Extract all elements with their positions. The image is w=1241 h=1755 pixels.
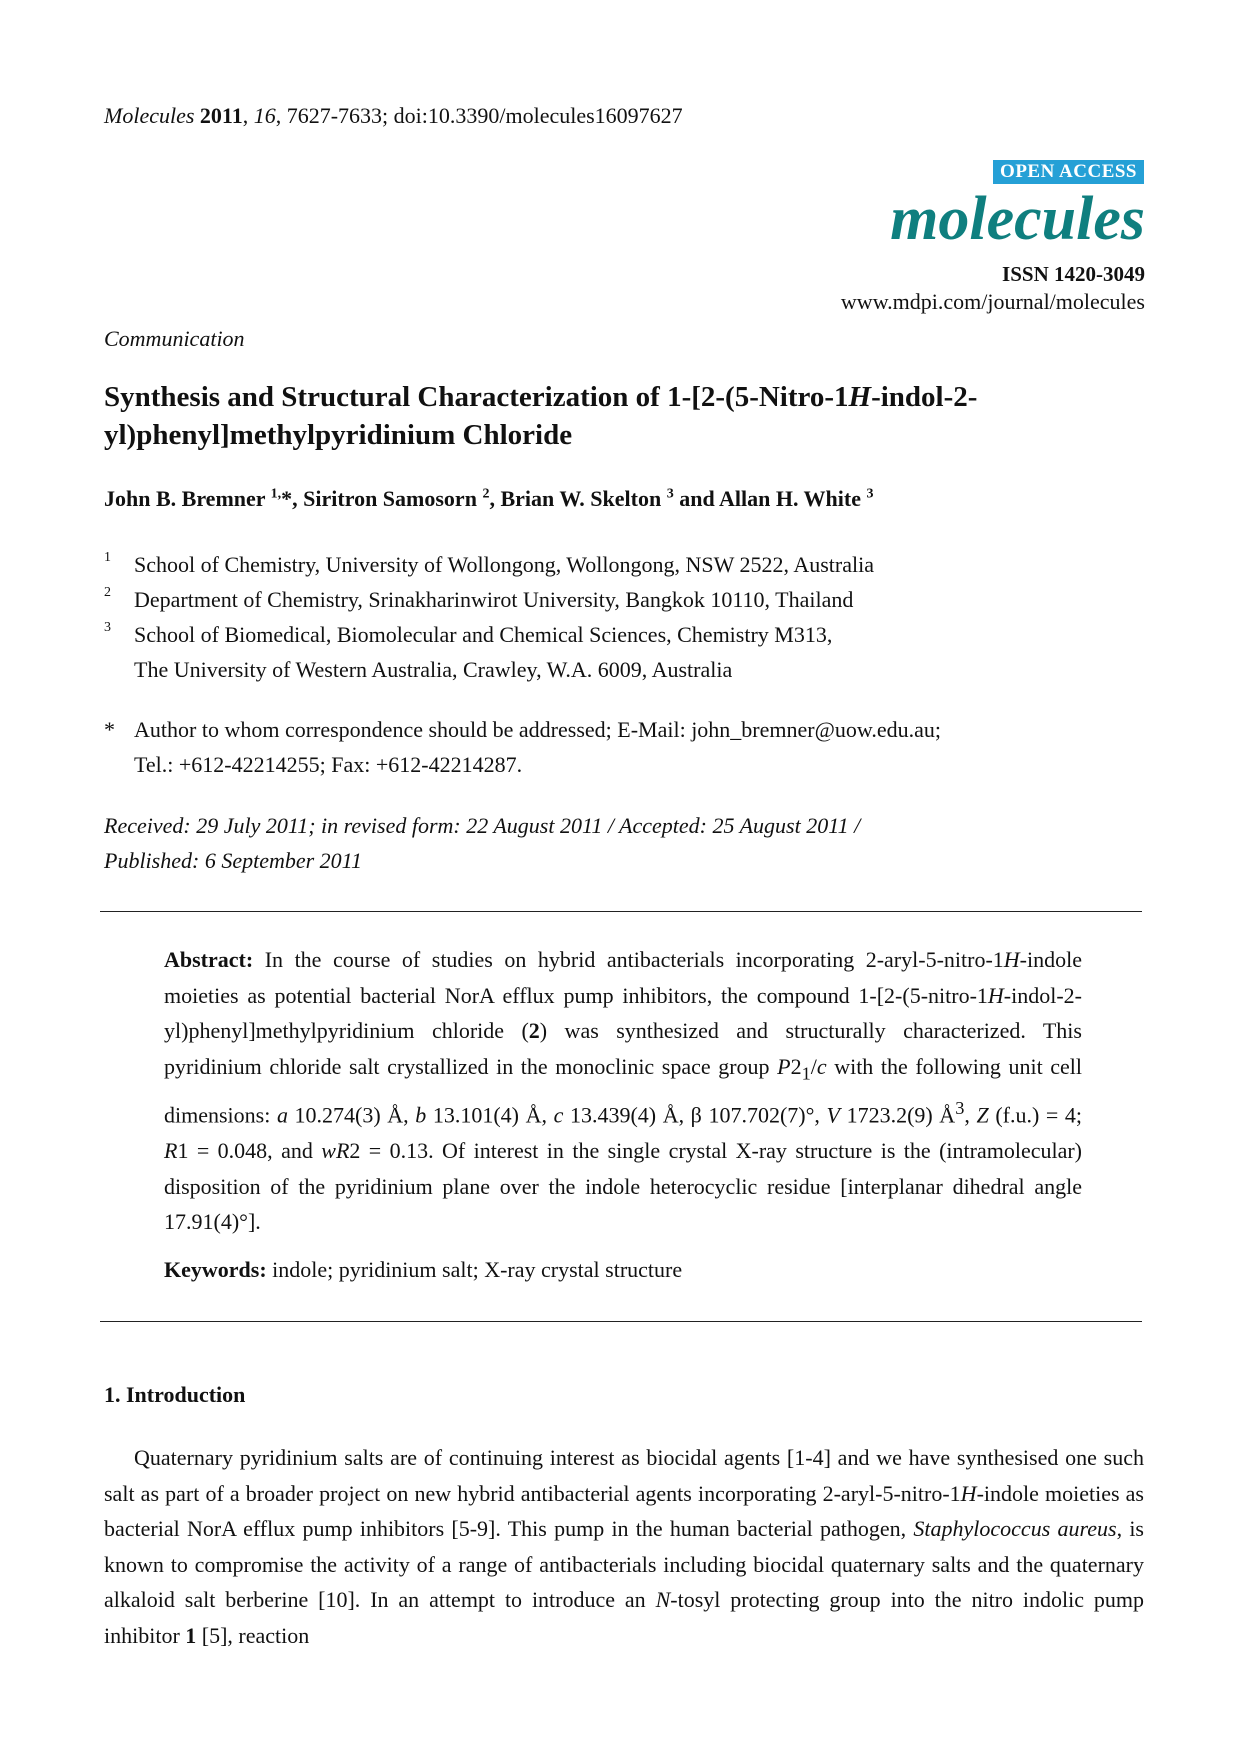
abstract-text: -indol-2-yl)phenyl]methylpyridinium chloride (: [164, 982, 1082, 1043]
author-affil-sup: 3: [666, 486, 674, 502]
abstract-text: 1 = 0.048, and: [177, 1138, 322, 1164]
abstract: [164, 942, 1082, 1240]
affiliation-number: 1: [104, 550, 111, 565]
intro-italic: N: [655, 1587, 671, 1612]
author-name: Allan H. White: [718, 486, 861, 511]
abstract-italic: R: [164, 1138, 178, 1164]
author-affil-sup: 3: [866, 486, 874, 502]
author-name: John B. Bremner: [104, 486, 266, 511]
issn: ISSN 1420-3049: [1002, 262, 1145, 286]
intro-text: [5], reaction: [196, 1622, 310, 1648]
citation-volume: 16: [253, 103, 276, 128]
abstract-italic: V: [826, 1102, 840, 1128]
title-text-1: Synthesis and Structural Characterization of 1-[2-(5-Nitro-1: [104, 381, 849, 413]
history-line: Received: 29 July 2011; in revised form: 22 August 2011 / Accepted: 25 August 2011 /: [104, 813, 861, 838]
abstract-italic: b: [415, 1102, 427, 1128]
journal-logo: molecules: [890, 185, 1145, 253]
publication-history: [104, 808, 860, 878]
title-text-2: -indol-2-yl)phenyl]methylpyridinium Chloride: [104, 381, 978, 451]
author-affil-sup: 2: [482, 486, 490, 502]
abstract-italic: P: [777, 1053, 791, 1079]
correspondence-star: *: [104, 717, 115, 742]
species-name: Staphylococcus aureus: [913, 1516, 1117, 1541]
open-access-badge: OPEN ACCESS: [993, 160, 1144, 184]
affiliation-text: School of Biomedical, Biomolecular and Chemical Sciences, Chemistry M313,: [134, 622, 833, 647]
divider: [100, 911, 1142, 912]
introduction-paragraph: [104, 1440, 1144, 1653]
compound-number: 2: [528, 1018, 540, 1043]
author-separator: and: [673, 486, 719, 511]
affiliation-number: 3: [104, 620, 111, 635]
citation-line: Molecules 2011, 16, 7627-7633; doi:10.3390/molecules16097627: [104, 103, 683, 128]
abstract-text: In the course of studies on hybrid antibacterials incorporating 2-aryl-5-nitro-1: [253, 947, 1004, 972]
compound-number: 1: [185, 1622, 197, 1648]
journal-name: Molecules: [104, 103, 195, 128]
affiliation-text: Department of Chemistry, Srinakharinwirot University, Bangkok 10110, Thailand: [134, 587, 854, 612]
correspondence-indent: [104, 747, 134, 782]
abstract-text: 13.101(4) Å,: [426, 1102, 554, 1128]
abstract-text: /: [810, 1053, 817, 1079]
abstract-text: ) was synthesized and structurally characterized. This pyridinium chloride salt crystallized in the monoclinic space group: [164, 1018, 1082, 1079]
correspondence-text: Author to whom correspondence should be addressed; E-Mail: john_bremner@uow.edu.au;: [134, 717, 941, 742]
abstract-italic: H: [987, 982, 1004, 1008]
journal-url[interactable]: www.mdpi.com/journal/molecules: [840, 289, 1145, 314]
abstract-subscript: 1: [801, 1062, 811, 1083]
abstract-text: (f.u.) = 4;: [988, 1102, 1082, 1128]
citation-pages-doi: , 7627-7633; doi:10.3390/molecules16097627: [275, 103, 683, 128]
intro-text: , is known to compromise the activity of a range of antibacterials including biocidal quaternary salts and the quaternary alkaloid salt berberine [10]. In an attempt to introduce an: [104, 1516, 1144, 1612]
author-name: Brian W. Skelton: [500, 486, 662, 511]
intro-text: -tosyl protecting group into the nitro indolic pump inhibitor: [104, 1587, 1145, 1648]
affiliation-number: 2: [104, 585, 111, 600]
abstract-text: 10.274(3) Å,: [287, 1102, 416, 1128]
affiliation-item: [104, 582, 874, 617]
keywords-label: Keywords:: [164, 1257, 267, 1282]
abstract-italic: a: [276, 1102, 288, 1128]
correspondence: [104, 712, 941, 782]
abstract-italic: H: [1003, 947, 1020, 972]
affiliation-text: The University of Western Australia, Crawley, W.A. 6009, Australia: [134, 657, 733, 682]
intro-italic: H: [960, 1480, 977, 1506]
author-name: Siritron Samosorn: [303, 486, 477, 511]
intro-text: Quaternary pyridinium salts are of continuing interest as biocidal agents [1-4] and we have synthesised one such salt as part of a broader project on new hybrid antibacterial agents incorporating 2-aryl-5-nitro-1: [104, 1445, 1144, 1506]
abstract-italic: c: [816, 1053, 827, 1079]
abstract-superscript: 3: [955, 1098, 965, 1119]
affiliation-number: [104, 652, 134, 687]
author-separator: ,: [292, 486, 304, 511]
history-line: Published: 6 September 2011: [104, 848, 363, 873]
intro-text: -indole moieties as bacterial NorA efflux pump inhibitors [5-9]. This pump in the human bacterial pathogen,: [104, 1480, 1144, 1541]
correspondence-line: [104, 712, 941, 747]
author-affil-sup: 1,: [270, 486, 282, 502]
abstract-italic: Z: [976, 1102, 989, 1128]
corresponding-star: *: [281, 486, 293, 511]
affiliation-item: [104, 547, 874, 582]
divider: [100, 1321, 1142, 1322]
abstract-text: 2: [790, 1053, 802, 1079]
abstract-text: -indole moieties as potential bacterial NorA efflux pump inhibitors, the compound 1-[2-(5-nitro-1: [164, 947, 1082, 1008]
abstract-text: 1723.2(9) Å: [839, 1102, 956, 1128]
abstract-text: with the following unit cell dimensions:: [164, 1053, 1083, 1128]
article-title: [104, 378, 1144, 454]
correspondence-text: Tel.: +612-42214255; Fax: +612-42214287.: [134, 752, 523, 777]
keywords-text: indole; pyridinium salt; X-ray crystal structure: [266, 1257, 683, 1282]
abstract-text: 2 = 0.13. Of interest in the single crystal X-ray structure is the (intramolecular) disposition of the pyridinium plane over the indole heterocyclic residue [interplanar dihedral angle 17.91(4)°].: [164, 1138, 1083, 1235]
abstract-italic: c: [553, 1102, 564, 1128]
author-list: [104, 486, 874, 512]
article-type: Communication: [104, 326, 245, 351]
affiliation-item: [104, 652, 874, 687]
keywords: [164, 1257, 682, 1283]
section-heading: 1. Introduction: [104, 1382, 246, 1407]
abstract-text: ,: [964, 1102, 977, 1128]
affiliation-text: School of Chemistry, University of Wollongong, Wollongong, NSW 2522, Australia: [134, 552, 874, 577]
author-separator: ,: [489, 486, 501, 511]
title-italic: H: [848, 381, 872, 413]
abstract-text: 13.439(4) Å, β 107.702(7)°,: [563, 1102, 827, 1128]
affiliation-item: [104, 617, 874, 652]
affiliations: [104, 547, 874, 687]
abstract-label: Abstract:: [164, 947, 254, 972]
citation-year: 2011: [199, 103, 243, 128]
correspondence-line: [104, 747, 941, 782]
abstract-italic: wR: [321, 1138, 350, 1164]
